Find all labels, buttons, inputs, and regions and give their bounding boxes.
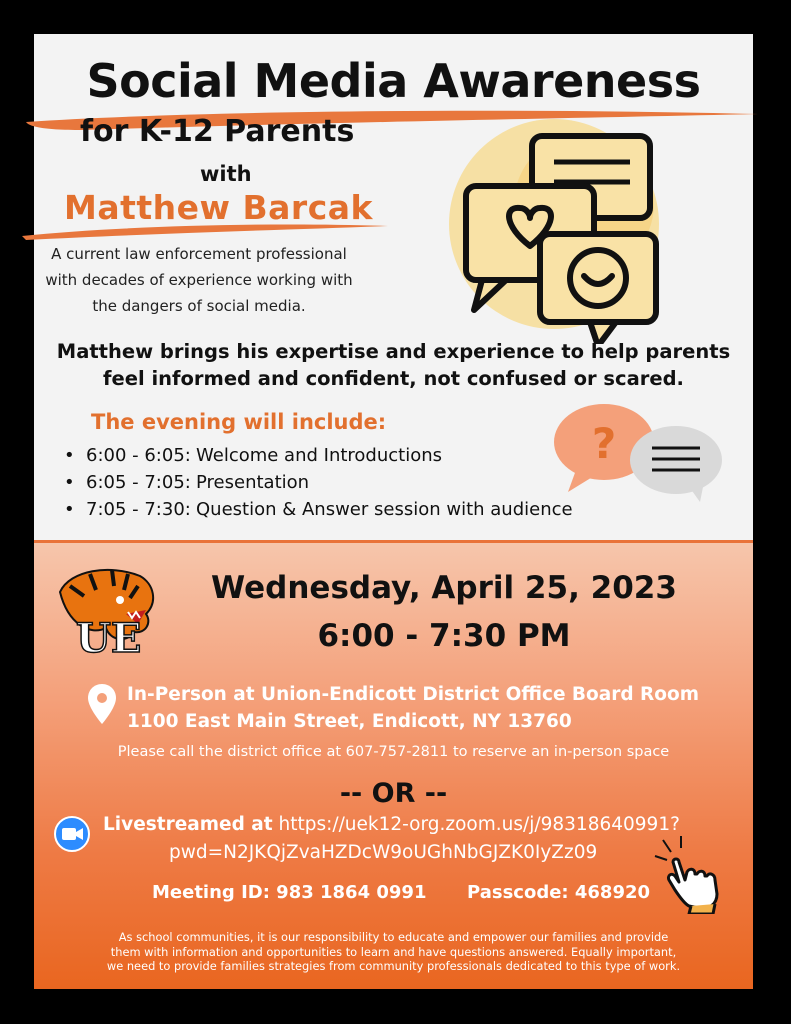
- question-bubble-icon: [554, 402, 724, 502]
- meeting-id: Meeting ID: 983 1864 0991: [152, 882, 427, 903]
- livestream-link[interactable]: https://uek12-org.zoom.us/j/98318640991?: [278, 814, 680, 835]
- agenda-heading: The evening will include:: [91, 410, 387, 434]
- reservation-note: Please call the district office at 607-757-2811 to reserve an in-person space: [117, 744, 670, 760]
- livestream-line: Livestreamed at https://uek12-org.zoom.us/j/98318640991?: [103, 814, 680, 835]
- subtitle: for K-12 Parents: [80, 114, 355, 149]
- zoom-icon: [54, 816, 90, 852]
- or-separator: -- OR --: [339, 778, 448, 809]
- livestream-link-continued[interactable]: pwd=N2JKQjZvaHZDcW9oUGhNbGJZK0IyZz09: [169, 842, 598, 863]
- passcode: Passcode: 468920: [467, 882, 651, 903]
- location-address: 1100 East Main Street, Endicott, NY 13760: [127, 711, 572, 732]
- lead-statement: Matthew brings his expertise and experience to help parents feel informed and confident, not confused or scared.: [56, 340, 731, 390]
- agenda-list: [59, 442, 573, 523]
- flyer: [34, 34, 753, 989]
- pointing-hand-icon: [651, 834, 731, 914]
- event-date: Wednesday, April 25, 2023: [211, 570, 677, 606]
- event-time: 6:00 - 7:30 PM: [317, 618, 571, 654]
- speaker-bio: A current law enforcement professional with decades of experience working with the dangers of social media.: [45, 245, 353, 315]
- footer-statement: As school communities, it is our responsibility to educate and empower our families and provide them with information and opportunities to learn and have questions answered. Equally important, we need to provide families strategies from community professionals dedicated to this type of work.: [106, 930, 681, 973]
- location-line-1: In-Person at Union-Endicott District Office Board Room: [127, 684, 699, 705]
- svg-text:UE: UE: [76, 615, 142, 662]
- chat-bubbles-icon: [434, 114, 694, 344]
- list-item: • 6:05 - 7:05: Presentation: [59, 469, 573, 496]
- location-pin-icon: [88, 684, 116, 724]
- speaker-name: Matthew Barcak: [64, 188, 373, 227]
- list-item: • 7:05 - 7:30: Question & Answer session with audience: [59, 496, 573, 523]
- divider: [34, 540, 753, 543]
- page-title: Social Media Awareness: [86, 54, 701, 108]
- top-panel: [34, 34, 753, 542]
- list-item: • 6:00 - 6:05: Welcome and Introductions: [59, 442, 573, 469]
- with-label: with: [200, 162, 252, 186]
- svg-text:?: ?: [591, 419, 617, 468]
- tiger-logo: [50, 562, 160, 674]
